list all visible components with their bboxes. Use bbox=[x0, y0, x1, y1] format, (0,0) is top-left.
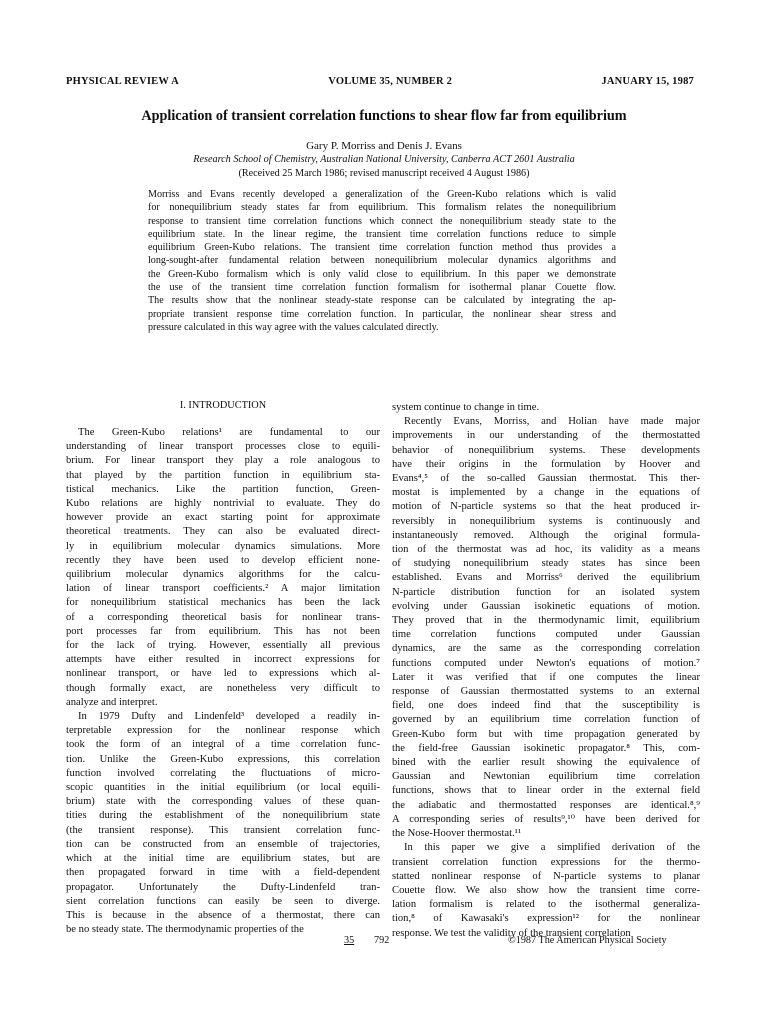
right-column-line: response. We test the validity of the transient correlation bbox=[392, 927, 631, 939]
abstract bbox=[148, 188, 616, 334]
right-column-line: field, one does indeed find that the susceptibility is bbox=[392, 700, 700, 712]
left-column bbox=[66, 426, 380, 937]
authors: Gary P. Morriss and Denis J. Evans bbox=[306, 140, 462, 152]
article-title: Application of transient correlation functions to shear flow far from equilibrium bbox=[141, 108, 627, 124]
left-column-line: This is because in the absence of a thermostat, there can bbox=[66, 909, 380, 921]
issue-date: JANUARY 15, 1987 bbox=[601, 76, 694, 87]
abstract-line: Morriss and Evans recently developed a generalization of the Green-Kubo relations which is valid bbox=[148, 189, 616, 200]
right-column-line: bined with the earlier result showing the equivalence of bbox=[392, 757, 700, 769]
left-column-line: tities during the establishment of the nonequilibrium state bbox=[66, 810, 380, 822]
right-column-line: Couette flow. We also show how the transient time corre- bbox=[392, 884, 700, 896]
right-column-line: have their origins in the formulation by Hoover and bbox=[392, 458, 700, 470]
right-column-line: time correlation functions computed under Gaussian bbox=[392, 629, 700, 641]
left-column-line: function involved correlating the fluctuations of micro- bbox=[66, 767, 380, 779]
left-column-line: for nonequilibrium statistical mechanics has been the lack bbox=[66, 597, 380, 609]
right-column-line: statted nonlinear response of N-particle systems to planar bbox=[392, 870, 700, 882]
left-column-line: sient correlation functions can easily be seen to diverge. bbox=[66, 895, 380, 907]
abstract-line: the use of the transient time correlation function formalism for isothermal planar Couette flow. bbox=[148, 282, 616, 294]
right-column-line: N-particle distribution function for an isolated system bbox=[392, 586, 700, 598]
right-column-line: dynamics, are the same as the corresponding correlation bbox=[392, 643, 700, 655]
left-column-line: analyze and interpret. bbox=[66, 696, 158, 708]
right-column-line: Later it was verified that if one computes the linear bbox=[392, 671, 700, 683]
left-column-line: however provide an exact starting point for approximate bbox=[66, 512, 380, 524]
section-heading: I. INTRODUCTION bbox=[179, 400, 267, 411]
right-column-line: mostat is implemented by a change in the equations of bbox=[392, 487, 700, 499]
footer-page-number: 792 bbox=[374, 935, 390, 946]
left-column-line: which at the initial time are equilibrium states, but are bbox=[66, 853, 380, 865]
affiliation: Research School of Chemistry, Australian National University, Canberra ACT 2601 Australia bbox=[193, 154, 575, 165]
abstract-line: long-sought-after fundamental relation between nonequilibrium molecular dynamics algorithms and bbox=[148, 255, 616, 267]
left-column-line: of a corresponding theoretical basis for nonlinear trans- bbox=[66, 611, 380, 623]
right-column-line: lation formalism is related to the isothermal generaliza- bbox=[392, 899, 700, 911]
right-column-line: established. Evans and Morriss⁶ derived the equilibrium bbox=[392, 572, 700, 584]
footer-copyright: ©1987 The American Physical Society bbox=[508, 935, 667, 946]
right-column-line: reversibly in nonequilibrium systems is continuously and bbox=[392, 515, 700, 527]
abstract-line: equilibrium state. In the linear regime, the transient time correlation functions reduce to simple bbox=[148, 228, 616, 240]
right-column-line: instantaneously removed. Although the original formula- bbox=[392, 529, 700, 541]
left-column-line: brium. For linear transport they play a role analogous to bbox=[66, 455, 380, 467]
journal-name: PHYSICAL REVIEW A bbox=[66, 76, 179, 87]
left-column-line: scopic quantities in the initial equilibrium (or local equili- bbox=[66, 782, 380, 794]
abstract-line: response to transient time correlation functions which connect the nonequilibrium steady state to the bbox=[148, 215, 616, 227]
right-column-line: behavior of nonequilibrium systems. These developments bbox=[392, 444, 700, 456]
left-column-line: quilibrium molecular dynamics algorithms for the calcu- bbox=[66, 569, 380, 581]
right-column-line: In this paper we give a simplified derivation of the bbox=[404, 842, 700, 854]
right-column-line: governed by an equilibrium time correlation function of bbox=[392, 714, 700, 726]
left-column-line: attempts have either resulted in incorrect expressions for bbox=[66, 654, 380, 666]
right-column-line: transient correlation function expressions for the thermo- bbox=[392, 856, 700, 868]
footer-volume: 35 bbox=[344, 935, 355, 946]
right-column-line: of studying nonequilibrium steady states has since been bbox=[392, 558, 700, 570]
abstract-line: the Green-Kubo formalism which is only valid close to equilibrium. In this paper we demonstrate bbox=[148, 268, 616, 280]
left-column-line: (the transient response). This transient correlation func- bbox=[66, 824, 380, 836]
right-column-line: the field-free Gaussian isokinetic propagator.⁸ This, com- bbox=[392, 742, 700, 754]
right-column-line: tion,⁸ of Kawasaki's expression¹² for the nonlinear bbox=[392, 913, 700, 925]
left-column-line: terpretable expression for the nonlinear response which bbox=[66, 725, 380, 737]
left-column-line: though formally exact, are nonetheless very difficult to bbox=[66, 682, 380, 694]
right-column bbox=[392, 401, 700, 941]
right-column-line: the Nose-Hoover thermostat.¹¹ bbox=[392, 828, 522, 840]
abstract-line: for nonequilibrium steady states far from equilibrium. This formalism relates the nonequilibrium bbox=[148, 202, 616, 214]
left-column-line: brium) state with the corresponding values of these quan- bbox=[66, 796, 380, 808]
left-column-line: propagator. Unfortunately the Dufty-Lindenfeld tran- bbox=[66, 881, 380, 893]
left-column-line: ly in equilibrium molecular dynamics simulations. More bbox=[66, 540, 380, 552]
right-column-line: improvements in our understanding of the thermostatted bbox=[392, 430, 700, 442]
left-column-line: that played by the partition function in equilibrium sta- bbox=[66, 469, 380, 481]
left-column-line: tistical mechanics. Like the partition function, Green- bbox=[66, 483, 380, 495]
received-dates: (Received 25 March 1986; revised manuscript received 4 August 1986) bbox=[238, 168, 530, 179]
left-column-line: Kubo relations are highly nontrivial to evaluate. They do bbox=[66, 498, 380, 510]
right-column-line: Gaussian and Newtonian equilibrium time correlation bbox=[392, 771, 700, 783]
left-column-line: for the lack of trying. However, essentially all previous bbox=[66, 640, 380, 652]
left-column-line: tion. Unlike the Green-Kubo expressions, this correlation bbox=[66, 753, 380, 765]
abstract-line: pressure calculated in this way agree with the values calculated directly. bbox=[148, 321, 439, 333]
left-column-line: nonlinear transport, or have led to expressions which al- bbox=[66, 668, 380, 680]
running-head bbox=[66, 76, 694, 87]
left-column-line: be no steady state. The thermodynamic properties of the bbox=[66, 924, 304, 936]
right-column-line: the adiabatic and thermostatted responses are identical.⁸,⁹ bbox=[392, 799, 700, 811]
right-column-line: response of Gaussian thermostatted systems to an external bbox=[392, 686, 700, 698]
right-column-line: Green-Kubo form but with time propagation generated by bbox=[392, 728, 700, 740]
right-column-line: functions, shows that to linear order in the external field bbox=[392, 785, 700, 797]
abstract-line: The results show that the nonlinear steady-state response can be calculated by integrating the ap- bbox=[148, 295, 616, 307]
right-column-line: Evans⁴,⁵ of the so-called Gaussian thermostat. This ther- bbox=[392, 473, 700, 485]
right-column-line: tion of the thermostat was ad hoc, its validity as a means bbox=[392, 544, 700, 556]
right-column-line: functions computed under Newton's equations of motion.⁷ bbox=[392, 657, 700, 669]
left-column-line: tion can be constructed from an ensemble of trajectories, bbox=[66, 838, 380, 850]
right-column-line: motion of N-particle systems so that the heat produced ir- bbox=[392, 501, 700, 513]
right-column-line: Recently Evans, Morriss, and Holian have made major bbox=[404, 416, 700, 428]
left-column-line: port processes far from equilibrium. This has not been bbox=[66, 625, 380, 637]
left-column-line: then propagated forward in time with a field-dependent bbox=[66, 867, 380, 879]
right-column-line: evolving under Gaussian isokinetic equations of motion. bbox=[392, 600, 700, 612]
left-column-line: In 1979 Dufty and Lindenfeld³ developed a readily in- bbox=[78, 711, 380, 723]
abstract-line: propriate transient response time correlation function. In particular, the nonlinear shear stress and bbox=[148, 308, 616, 320]
left-column-line: theoretical treatments. They can also be evaluated direct- bbox=[66, 526, 380, 538]
right-column-line: They proved that in the thermodynamic limit, equilibrium bbox=[392, 615, 700, 627]
volume-number: VOLUME 35, NUMBER 2 bbox=[328, 76, 453, 87]
left-column-line: The Green-Kubo relations¹ are fundamental to our bbox=[78, 427, 380, 438]
left-column-line: recently they have been used to develop efficient none- bbox=[66, 554, 380, 566]
abstract-line: equilibrium Green-Kubo relations. The transient time correlation function method thus provides a bbox=[148, 242, 616, 254]
left-column-line: lation of linear transport coefficients.² A major limitation bbox=[66, 583, 380, 595]
left-column-line: understanding of linear transport processes close to equili- bbox=[66, 441, 380, 453]
right-column-line: system continue to change in time. bbox=[392, 402, 540, 413]
right-column-line: A corresponding series of results⁹,¹⁰ have been derived for bbox=[392, 813, 700, 825]
left-column-line: took the form of an integral of a time correlation func- bbox=[66, 739, 380, 751]
